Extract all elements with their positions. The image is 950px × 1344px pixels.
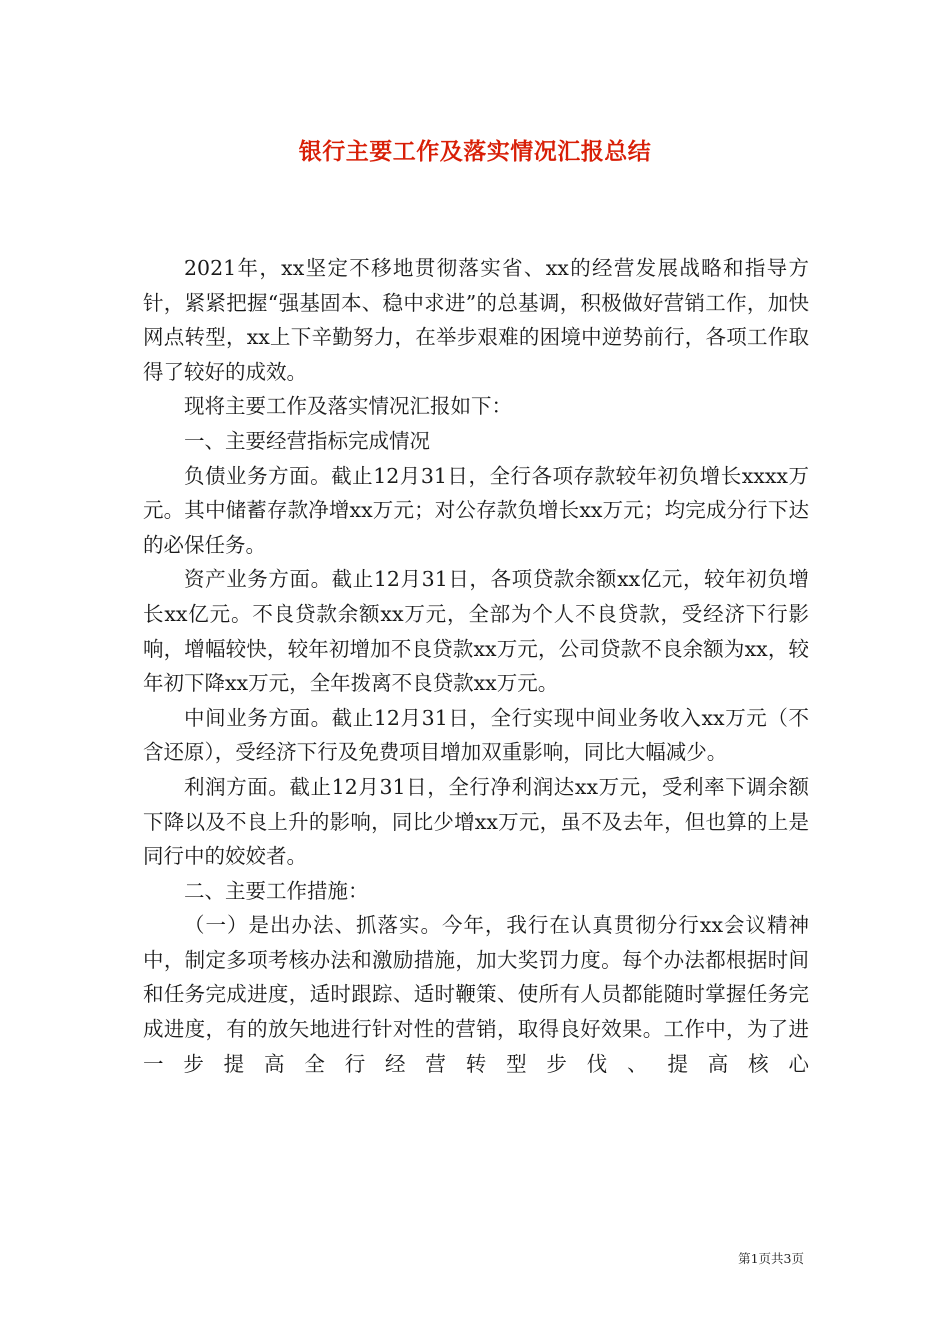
paragraph-liabilities: 负债业务方面。截止12月31日，全行各项存款较年初负增长xxxx万元。其中储蓄存款净增xx万元；对公存款负增长xx万元；均完成分行下达的必保任务。 xyxy=(143,463,809,557)
document-body xyxy=(143,251,809,1081)
paragraph-measure-one: （一）是出办法、抓落实。今年，我行在认真贯彻分行xx会议精神中，制定多项考核办法和激励措施，加大奖罚力度。每个办法都根据时间和任务完成进度，适时跟踪、适时鞭策、使所有人员都能随时掌握任务完成进度，有的放矢地进行针对性的营销，取得良好效果。工作中，为了进一步提高全行经营转型步伐、提高核心 xyxy=(143,913,809,1076)
paragraph-intro: 2021年，xx坚定不移地贯彻落实省、xx的经营发展战略和指导方针，紧紧把握“强基固本、稳中求进”的总基调，积极做好营销工作，加快网点转型，xx上下辛勤努力，在举步艰难的困境中逆势前行，各项工作取得了较好的成效。 xyxy=(143,256,809,384)
section-heading-measures: 二、主要工作措施： xyxy=(184,878,369,903)
paragraph-profit: 利润方面。截止12月31日，全行净利润达xx万元，受利率下调余额下降以及不良上升的影响，同比少增xx万元，虽不及去年，但也算的上是同行中的姣姣者。 xyxy=(143,774,809,869)
paragraph-report-lead: 现将主要工作及落实情况汇报如下： xyxy=(184,394,512,419)
paragraph-assets: 资产业务方面。截止12月31日，各项贷款余额xx亿元，较年初负增长xx亿元。不良贷款余额xx万元，全部为个人不良贷款，受经济下行影响，增幅较快，较年初增加不良贷款xx万元，公司贷款不良余额为xx，较年初下降xx万元，全年拨离不良贷款xx万元。 xyxy=(143,567,809,696)
page-number: 第1页共3页 xyxy=(738,1251,804,1266)
document-title: 银行主要工作及落实情况汇报总结 xyxy=(298,138,652,165)
section-heading-indicators: 一、主要经营指标完成情况 xyxy=(184,428,430,453)
paragraph-intermediate-business: 中间业务方面。截止12月31日，全行实现中间业务收入xx万元（不含还原），受经济下行及免费项目增加双重影响，同比大幅减少。 xyxy=(143,705,809,765)
